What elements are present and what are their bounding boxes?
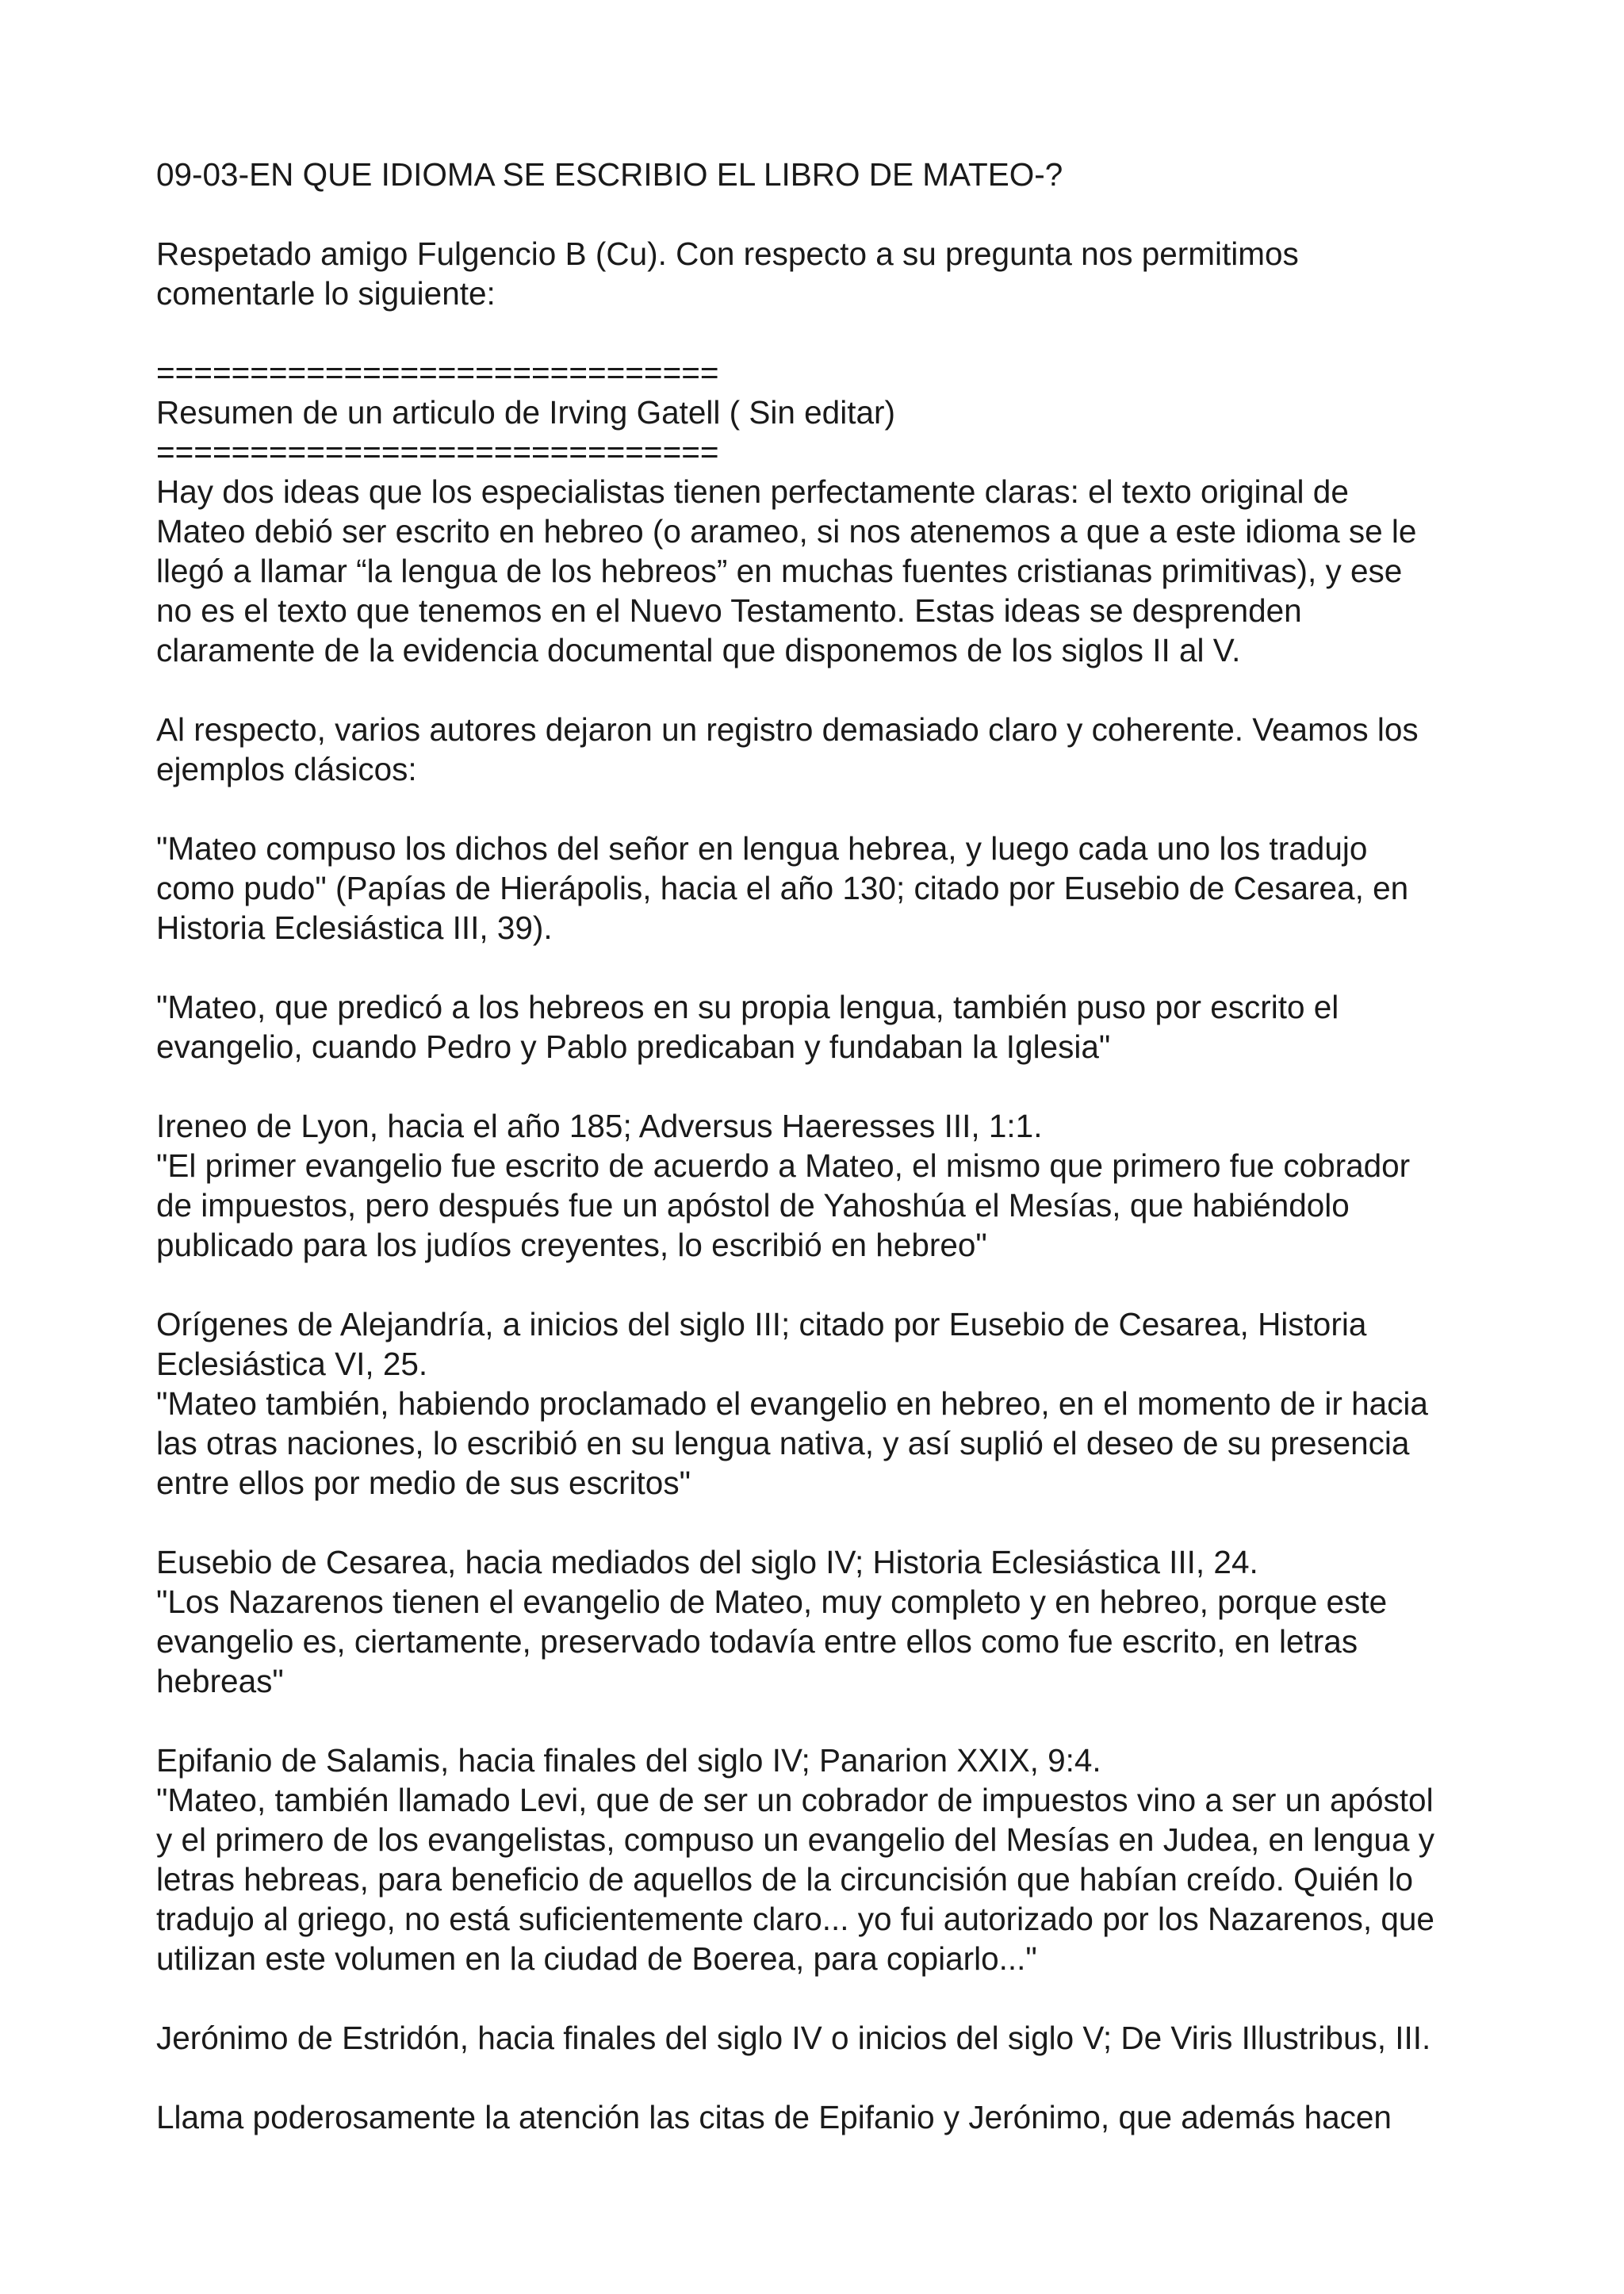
- block-epifanio-jeronimo: Epifanio de Salamis, hacia finales del siglo IV; Panarion XXIX, 9:4. "Mateo, también llamado Levi, que de ser un cobrador de impuestos vino a ser un apóstol y el primero de los evangelistas, compuso un evangelio del Mesías en Judea, en lengua y letras hebreas, para beneficio de aquellos de la circuncisión que habían creído. Quién lo tradujo al griego, no está suficientemente claro... yo fui autorizado por los Nazarenos, que utilizan este volumen en la ciudad de Boerea, para copiarlo...": [156, 1742, 1434, 1977]
- closing-fragment: Llama poderosamente la atención las citas de Epifanio y Jerónimo, que además hacen: [156, 2099, 1392, 2135]
- separator-bottom: ==============================: [156, 434, 719, 470]
- attribution-jeronimo: Jerónimo de Estridón, hacia finales del siglo IV o inicios del siglo V; De Viris Illustribus, III.: [156, 2020, 1431, 2056]
- intro-paragraph: Hay dos ideas que los especialistas tienen perfectamente claras: el texto original de Mateo debió ser escrito en hebreo (o arameo, si nos atenemos a que a este idioma se le llegó a llamar “la lengua de los hebreos” en muchas fuentes cristianas primitivas), y ese no es el texto que tenemos en el Nuevo Testamento. Estas ideas se desprenden claramente de la evidencia documental que disponemos de los siglos II al V.: [156, 473, 1417, 668]
- block-origenes-eusebio: Orígenes de Alejandría, a inicios del siglo III; citado por Eusebio de Cesarea, Historia Eclesiástica VI, 25. "Mateo también, habiendo proclamado el evangelio en hebreo, en el momento de ir hacia las otras naciones, lo escribió en su lengua nativa, y así suplió el deseo de su presencia entre ellos por medio de sus escritos": [156, 1306, 1428, 1501]
- greeting-paragraph: Respetado amigo Fulgencio B (Cu). Con respecto a su pregunta nos permitimos comentarle lo siguiente:: [156, 236, 1299, 312]
- examples-intro-paragraph: Al respecto, varios autores dejaron un registro demasiado claro y coherente. Veamos los ejemplos clásicos:: [156, 711, 1419, 787]
- block-eusebio-epifanio: Eusebio de Cesarea, hacia mediados del siglo IV; Historia Eclesiástica III, 24. "Los Nazarenos tienen el evangelio de Mateo, muy completo y en hebreo, porque este evangelio es, ciertamente, preservado todavía entre ellos como fue escrito, en letras hebreas": [156, 1544, 1388, 1699]
- summary-heading: Resumen de un articulo de Irving Gatell ( Sin editar): [156, 394, 895, 431]
- quote-papias: "Mateo compuso los dichos del señor en lengua hebrea, y luego cada uno los tradujo como pudo" (Papías de Hierápolis, hacia el año 130; citado por Eusebio de Cesarea, en Historia Eclesiástica III, 39).: [156, 830, 1409, 946]
- document-page: [156, 155, 1488, 2137]
- separator-top: ==============================: [156, 354, 719, 391]
- quote-ireneo: "Mateo, que predicó a los hebreos en su propia lengua, también puso por escrito el evangelio, cuando Pedro y Pablo predicaban y fundaban la Iglesia": [156, 989, 1339, 1065]
- block-ireneo-origenes: Ireneo de Lyon, hacia el año 185; Adversus Haeresses III, 1:1. "El primer evangelio fue escrito de acuerdo a Mateo, el mismo que primero fue cobrador de impuestos, pero después fue un apóstol de Yahoshúa el Mesías, que habiéndolo publicado para los judíos creyentes, lo escribió en hebreo": [156, 1108, 1411, 1263]
- document-title: 09-03-EN QUE IDIOMA SE ESCRIBIO EL LIBRO DE MATEO-?: [156, 156, 1063, 193]
